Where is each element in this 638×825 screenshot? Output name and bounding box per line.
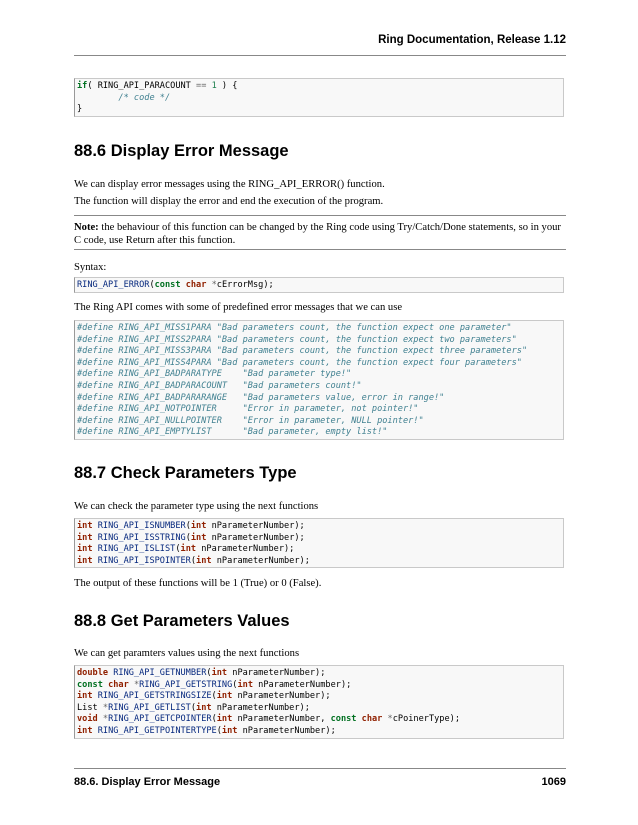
code-token: int: [77, 544, 93, 555]
code-token: #define RING_API_BADPARACOUNT "Bad parameters count!": [77, 380, 362, 391]
code-token: (: [175, 544, 181, 555]
code-token: *: [102, 702, 109, 713]
code-token: nParameterNumber);: [211, 555, 310, 566]
code-line: [77, 335, 563, 347]
code-line: [77, 533, 563, 545]
code-token: char: [108, 679, 129, 690]
code-line: [77, 521, 563, 533]
section-heading-get-parameters: 88.8 Get Parameters Values: [74, 612, 290, 630]
code-token: nParameterNumber);: [196, 544, 295, 555]
code-token: int: [216, 714, 233, 725]
paragraph: We can get paramters values using the next functions: [74, 648, 300, 659]
header-rule: [74, 55, 566, 56]
code-token: /* code */: [118, 92, 171, 103]
code-token: nParameterNumber);: [206, 521, 305, 531]
code-token: *: [133, 679, 140, 690]
code-token: void: [77, 714, 98, 725]
code-token: const: [154, 280, 181, 290]
code-block-syntax: [74, 277, 564, 293]
code-block-check-functions: [74, 518, 564, 568]
code-token: if: [77, 81, 88, 91]
code-token: nParameterNumber,: [232, 714, 331, 725]
code-token: int: [77, 521, 93, 531]
code-token: List: [77, 702, 103, 713]
code-token: int: [237, 679, 253, 690]
code-token: [77, 93, 118, 103]
code-token: int: [77, 691, 93, 702]
code-token: (: [232, 679, 238, 690]
code-token: RING_API_GETPOINTERTYPE: [97, 725, 217, 736]
code-line: [77, 726, 563, 738]
code-line: [77, 703, 563, 715]
code-token: #define RING_API_MISS2PARA "Bad parameters count, the function expect two parameters": [77, 334, 517, 345]
code-token: (: [211, 691, 217, 702]
code-token: cPoinerType);: [392, 714, 460, 725]
section-heading-display-error: 88.6 Display Error Message: [74, 142, 289, 160]
code-token: (: [185, 532, 191, 543]
paragraph: The function will display the error and end the execution of the program.: [74, 196, 384, 207]
code-line: [77, 104, 563, 116]
code-line: [77, 680, 563, 692]
code-token: double: [77, 668, 109, 678]
code-token: *: [211, 280, 217, 290]
code-line: [77, 544, 563, 556]
note-label: Note:: [74, 222, 99, 233]
code-token: RING_API_ERROR: [77, 280, 150, 290]
code-token: int: [196, 555, 212, 566]
code-token: RING_API_ISLIST: [97, 544, 176, 555]
code-token: RING_API_ISNUMBER: [97, 521, 186, 531]
code-token: char: [185, 280, 207, 290]
code-line: [77, 393, 563, 405]
code-token: #define RING_API_BADPARARANGE "Bad parameters value, error in range!": [77, 392, 445, 403]
code-line: [77, 556, 563, 568]
code-token: int: [216, 691, 233, 702]
code-token: ) {: [216, 81, 238, 91]
code-token: (: [216, 725, 222, 736]
code-token: *: [102, 714, 109, 725]
code-token: RING_API_ISPOINTER: [97, 555, 191, 566]
code-block-get-functions: [74, 665, 564, 739]
syntax-label: Syntax:: [74, 262, 107, 273]
paragraph: The output of these functions will be 1 (True) or 0 (False).: [74, 578, 322, 589]
code-token: 1: [211, 81, 217, 91]
code-token: *: [387, 714, 393, 725]
page-number: 1069: [541, 776, 566, 788]
code-token: RING_API_GETSTRING: [139, 679, 233, 690]
code-token: #define RING_API_NOTPOINTER "Error in parameter, not pointer!": [77, 404, 419, 415]
code-token: int: [77, 532, 93, 543]
code-token: nParameterNumber);: [206, 532, 305, 543]
code-token: RING_API_GETCPOINTER: [108, 714, 212, 725]
code-token: nParameterNumber);: [237, 725, 336, 736]
code-token: int: [77, 725, 93, 736]
paragraph: We can display error messages using the RING_API_ERROR() function.: [74, 179, 385, 190]
code-token: nParameterNumber);: [227, 668, 326, 678]
code-token: #define RING_API_MISS4PARA "Bad parameters count, the function expect four parameters": [77, 357, 522, 368]
code-token: int: [211, 668, 228, 678]
code-block-error-defines: [74, 320, 564, 440]
running-header: Ring Documentation, Release 1.12: [378, 34, 566, 46]
code-token: #define RING_API_BADPARATYPE "Bad parameter type!": [77, 369, 352, 380]
code-token: int: [190, 532, 207, 543]
section-heading-check-parameters: 88.7 Check Parameters Type: [74, 464, 297, 482]
code-token: (: [190, 555, 197, 566]
code-token: char: [361, 714, 383, 725]
code-token: int: [77, 555, 93, 566]
code-token: ( RING_API_PARACOUNT: [87, 81, 197, 91]
running-footer: [74, 776, 566, 788]
code-line: [77, 691, 563, 703]
code-token: nParameterNumber);: [232, 691, 331, 702]
code-token: (: [190, 702, 197, 713]
code-line: [77, 280, 563, 292]
code-token: #define RING_API_NULLPOINTER "Error in parameter, NULL pointer!": [77, 415, 424, 426]
code-token: nParameterNumber);: [253, 679, 352, 690]
footer-rule: [74, 768, 566, 769]
code-token: int: [180, 544, 197, 555]
code-token: #define RING_API_MISS3PARA "Bad parameters count, the function expect three parameters": [77, 346, 528, 357]
footer-section: 88.6. Display Error Message: [74, 776, 221, 788]
code-line: [77, 668, 563, 680]
code-token: #define RING_API_MISS1PARA "Bad parameters count, the function expect one parameter": [77, 323, 512, 333]
code-token: (: [211, 714, 217, 725]
code-token: RING_API_GETLIST: [108, 702, 191, 713]
code-token: const: [330, 714, 357, 725]
code-token: int: [196, 702, 212, 713]
document-page: [74, 0, 566, 825]
code-token: int: [190, 521, 207, 531]
note-text: the behaviour of this function can be changed by the Ring code using Try/Catch/Done statements, so in your C code, use Return after this function.: [74, 222, 561, 246]
code-token: RING_API_GETNUMBER: [113, 668, 207, 678]
paragraph: We can check the parameter type using the next functions: [74, 501, 319, 512]
code-block-paracount: [74, 78, 564, 117]
code-line: [77, 93, 563, 105]
code-token: RING_API_GETSTRINGSIZE: [97, 691, 212, 702]
code-token: cErrorMsg);: [216, 280, 274, 290]
code-line: [77, 381, 563, 393]
code-token: (: [149, 280, 155, 290]
code-token: ==: [196, 81, 207, 91]
code-token: #define RING_API_EMPTYLIST "Bad parameter, empty list!": [77, 427, 388, 438]
code-line: [77, 358, 563, 370]
code-line: [77, 416, 563, 428]
code-token: nParameterNumber);: [211, 702, 310, 713]
code-token: int: [221, 725, 238, 736]
code-line: [77, 369, 563, 381]
code-line: [77, 714, 563, 726]
code-line: [77, 323, 563, 335]
paragraph: The Ring API comes with some of predefined error messages that we can use: [74, 302, 403, 313]
code-token: }: [77, 104, 83, 115]
code-token: (: [206, 668, 212, 678]
code-token: (: [185, 521, 191, 531]
code-line: [77, 427, 563, 439]
note-box: [74, 215, 566, 250]
code-line: [77, 404, 563, 416]
code-token: RING_API_ISSTRING: [97, 532, 186, 543]
code-line: [77, 81, 563, 93]
code-line: [77, 346, 563, 358]
code-token: const: [77, 679, 103, 690]
